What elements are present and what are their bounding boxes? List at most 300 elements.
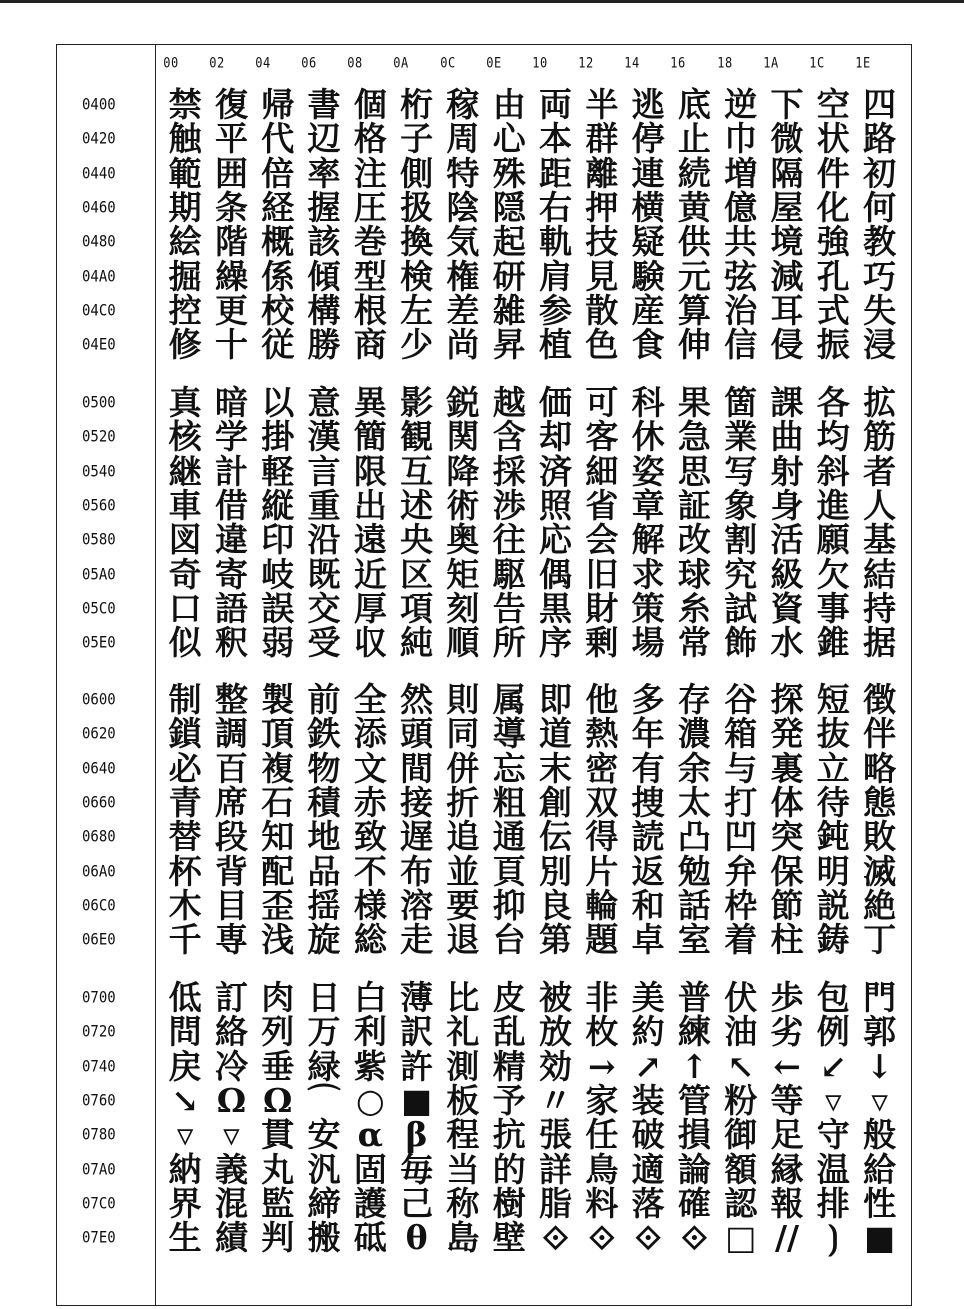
glyph-cell: 欠 [816,554,850,594]
glyph-cell: ■ [401,1080,433,1120]
glyph-cell: 注 [353,153,387,193]
glyph-row [162,1046,903,1086]
glyph-cell: 振 [816,325,850,365]
glyph-cell: 混 [214,1183,248,1223]
row-label: 0660 [82,793,116,813]
glyph-cell: ▿ [176,1115,194,1155]
glyph-cell: 輪 [585,885,619,925]
row-label: 04C0 [82,301,116,320]
glyph-cell: 即 [539,680,573,719]
glyph-cell: 弦 [724,256,758,296]
glyph-cell: 食 [631,325,665,365]
glyph-row [162,588,903,628]
glyph-row [162,680,903,719]
glyph-cell: 列 [261,1012,295,1052]
glyph-cell: 校 [261,290,295,330]
glyph-cell: 樹 [492,1183,526,1223]
glyph-cell: 額 [724,1149,758,1189]
glyph-cell: 要 [446,885,480,925]
column-header: 0C [440,54,456,72]
glyph-cell: 絵 [168,222,202,262]
glyph-cell: 掘 [168,256,202,296]
glyph-cell: 鈍 [816,817,850,857]
glyph-cell: 隔 [770,153,804,193]
glyph-cell: 緑 [307,1046,341,1086]
column-header: 1C [809,54,825,72]
glyph-cell: 側 [400,153,434,193]
glyph-cell: 据 [863,623,897,663]
row-label: 0700 [82,988,116,1008]
glyph-cell: 前 [307,680,341,719]
glyph-row [162,885,903,925]
row-label: 0600 [82,690,116,710]
glyph-cell: 積 [307,782,341,822]
glyph-cell: 赤 [353,782,387,822]
glyph-cell: 冷 [214,1046,248,1086]
glyph-row [162,554,903,594]
row-label: 06C0 [82,896,116,915]
glyph-cell: 験 [631,256,665,296]
glyph-cell: ↖ [726,1046,755,1086]
glyph-row [162,290,903,330]
glyph-cell: 由 [492,85,526,124]
glyph-cell: 枠 [724,885,758,925]
glyph-cell: 周 [446,119,480,159]
glyph-cell: 底 [677,85,711,124]
column-header: 14 [624,54,640,72]
glyph-cell: Ω [263,1080,293,1120]
glyph-cell: 明 [816,851,850,891]
glyph-cell: 退 [446,920,480,960]
glyph-cell: 義 [214,1149,248,1189]
glyph-cell: 伏 [724,978,758,1017]
glyph-cell: 間 [400,748,434,788]
glyph-cell: 敗 [863,817,897,857]
column-header: 12 [578,54,594,72]
glyph-cell: 車 [168,485,202,525]
glyph-cell: 桁 [400,85,434,124]
glyph-cell: 日 [307,978,341,1017]
glyph-cell: 全 [353,680,387,719]
glyph-cell: 構 [307,290,341,330]
glyph-cell: 供 [677,222,711,262]
glyph-cell: 調 [214,714,248,754]
glyph-cell: 密 [585,748,619,788]
glyph-cell: 矩 [446,554,480,594]
glyph-cell: 代 [261,119,295,159]
glyph-cell: 追 [446,817,480,857]
glyph-cell: 般 [863,1115,897,1155]
glyph-cell: 足 [770,1115,804,1155]
glyph-cell: 太 [677,782,711,822]
glyph-cell: 計 [214,451,248,491]
glyph-cell: 関 [446,417,480,457]
glyph-cell: 常 [677,623,711,663]
glyph-cell: 続 [677,153,711,193]
row-label: 0680 [82,827,116,847]
glyph-cell: 拡 [863,383,897,422]
row-label: 05E0 [82,633,116,653]
glyph-cell: 御 [724,1115,758,1155]
glyph-cell: 弱 [261,623,295,663]
glyph-cell: 杯 [168,851,202,891]
glyph-cell: 写 [724,451,758,491]
glyph-cell: 互 [400,451,434,491]
glyph-cell: ⟯ [827,1218,839,1258]
glyph-cell: 射 [770,451,804,491]
glyph-cell: 修 [168,325,202,365]
glyph-cell: 丸 [261,1149,295,1189]
glyph-cell: 壁 [492,1218,526,1258]
glyph-cell: 筋 [863,417,897,457]
glyph-cell: 出 [353,485,387,525]
glyph-cell: 態 [863,782,897,822]
glyph-cell: 管 [677,1080,711,1120]
glyph-cell: 背 [214,851,248,891]
glyph-row [162,417,903,457]
glyph-cell: 道 [539,714,573,754]
glyph-cell: 検 [400,256,434,296]
glyph-cell: 言 [307,451,341,491]
glyph-cell: 以 [261,383,295,422]
glyph-row [162,817,903,857]
glyph-cell: 型 [353,256,387,296]
glyph-cell: 横 [631,187,665,227]
glyph-cell: 歩 [770,978,804,1017]
glyph-cell: 交 [307,588,341,628]
glyph-cell: 権 [446,256,480,296]
glyph-row [162,1080,903,1120]
glyph-cell: 地 [307,817,341,857]
glyph-cell: 〃 [539,1080,573,1120]
glyph-cell: 化 [816,187,850,227]
glyph-cell: 件 [816,153,850,193]
glyph-cell: 箇 [724,383,758,422]
glyph-cell: 物 [307,748,341,788]
glyph-cell: 絶 [863,885,897,925]
glyph-cell: 糸 [677,588,711,628]
glyph-cell: 借 [214,485,248,525]
label-divider [155,44,156,1306]
glyph-cell: 勝 [307,325,341,365]
glyph-cell: 章 [631,485,665,525]
glyph-cell: 返 [631,851,665,891]
glyph-cell: 図 [168,520,202,560]
row-label: 0500 [82,393,116,413]
glyph-cell: 待 [816,782,850,822]
glyph-cell: 央 [400,520,434,560]
glyph-cell: 差 [446,290,480,330]
glyph-cell: 体 [770,782,804,822]
glyph-cell: 囲 [214,153,248,193]
glyph-cell: 節 [770,885,804,925]
glyph-cell: 得 [585,817,619,857]
glyph-cell: 解 [631,520,665,560]
glyph-row [162,485,903,525]
glyph-cell: 重 [307,485,341,525]
glyph-cell: 状 [816,119,850,159]
glyph-cell: 称 [446,1183,480,1223]
glyph-cell: 石 [261,782,295,822]
glyph-cell: 肩 [539,256,573,296]
glyph-cell: 術 [446,485,480,525]
glyph-cell: 非 [585,978,619,1017]
glyph-cell: 屋 [770,187,804,227]
glyph-cell: 装 [631,1080,665,1120]
glyph-cell: 鉄 [307,714,341,754]
glyph-cell: 億 [724,187,758,227]
glyph-cell: 進 [816,485,850,525]
glyph-cell: 急 [677,417,711,457]
glyph-cell: 軽 [261,451,295,491]
glyph-cell: 省 [585,485,619,525]
glyph-cell: 当 [446,1149,480,1189]
glyph-cell: 散 [585,290,619,330]
glyph-row [162,85,903,124]
glyph-cell: 口 [168,588,202,628]
glyph-cell: 科 [631,383,665,422]
glyph-cell: 黄 [677,187,711,227]
glyph-row [162,187,903,227]
glyph-cell: 思 [677,451,711,491]
glyph-cell: 真 [168,383,202,422]
glyph-cell: 発 [770,714,804,754]
glyph-cell: 式 [816,290,850,330]
glyph-cell: 孔 [816,256,850,296]
glyph-cell: 揺 [307,885,341,925]
glyph-cell: 粗 [492,782,526,822]
glyph-cell: 創 [539,782,573,822]
glyph-cell: 属 [492,680,526,719]
glyph-cell: 走 [400,920,434,960]
glyph-cell: 監 [261,1183,295,1223]
glyph-cell: 縁 [770,1149,804,1189]
glyph-row [162,1115,903,1155]
glyph-cell: 抑 [492,885,526,925]
glyph-cell: 導 [492,714,526,754]
glyph-cell: 読 [631,817,665,857]
glyph-cell: 級 [770,554,804,594]
glyph-cell: 各 [816,383,850,422]
glyph-cell: 認 [724,1183,758,1223]
glyph-cell: 礼 [446,1012,480,1052]
glyph-cell: 商 [353,325,387,365]
column-header: 16 [670,54,686,72]
top-rule [0,0,964,3]
glyph-cell: 折 [446,782,480,822]
glyph-cell: 柱 [770,920,804,960]
glyph-cell: 願 [816,520,850,560]
glyph-cell: 率 [307,153,341,193]
glyph-cell: 果 [677,383,711,422]
glyph-cell: 己 [400,1183,434,1223]
glyph-cell: 着 [724,920,758,960]
glyph-cell: 換 [400,222,434,262]
glyph-cell: 貫 [261,1115,295,1155]
glyph-cell: 良 [539,885,573,925]
glyph-cell: 告 [492,588,526,628]
glyph-cell: 第 [539,920,573,960]
glyph-cell: 降 [446,451,480,491]
glyph-cell: 岐 [261,554,295,594]
glyph-cell: 様 [353,885,387,925]
glyph-cell: 毎 [400,1149,434,1189]
glyph-cell: 信 [724,325,758,365]
glyph-cell: 黒 [539,588,573,628]
row-label: 0760 [82,1091,116,1111]
glyph-cell: 概 [261,222,295,262]
row-label: 0780 [82,1125,116,1145]
glyph-cell: 比 [446,978,480,1017]
glyph-row [162,451,903,491]
glyph-cell: 総 [353,920,387,960]
glyph-cell: 裏 [770,748,804,788]
glyph-cell: 微 [770,119,804,159]
glyph-cell: 劣 [770,1012,804,1052]
glyph-cell: 寄 [214,554,248,594]
glyph-cell: 掛 [261,417,295,457]
glyph-cell: 則 [446,680,480,719]
row-label: 0580 [82,530,116,550]
glyph-cell: 家 [585,1080,619,1120]
glyph-cell: ← [773,1046,801,1086]
glyph-cell: 技 [585,222,619,262]
glyph-cell: 少 [400,325,434,365]
glyph-cell: 違 [214,520,248,560]
glyph-cell: 戻 [168,1046,202,1086]
glyph-cell: 頂 [261,714,295,754]
glyph-cell: 旧 [585,554,619,594]
row-label: 07A0 [82,1160,116,1179]
glyph-cell: 根 [353,290,387,330]
glyph-cell: 安 [307,1115,341,1155]
glyph-cell: 倍 [261,153,295,193]
glyph-cell: 影 [400,383,434,422]
glyph-cell: 判 [261,1218,295,1258]
glyph-cell: 室 [677,920,711,960]
glyph-cell: 巾 [724,119,758,159]
glyph-cell: 誤 [261,588,295,628]
glyph-cell: 触 [168,119,202,159]
glyph-cell: 序 [539,623,573,663]
glyph-cell: 併 [446,748,480,788]
glyph-cell: 期 [168,187,202,227]
glyph-cell: 侵 [770,325,804,365]
glyph-cell: 頁 [492,851,526,891]
row-label: 04E0 [82,335,116,355]
row-label: 0720 [82,1023,116,1042]
glyph-cell: 逆 [724,85,758,124]
glyph-cell: 普 [677,978,711,1017]
glyph-cell: 簡 [353,417,387,457]
glyph-row [162,153,903,193]
glyph-cell: 業 [724,417,758,457]
glyph-cell: ■ [864,1218,896,1258]
row-label: 07E0 [82,1228,116,1248]
glyph-cell: 客 [585,417,619,457]
glyph-cell: ↙ [819,1046,848,1086]
glyph-cell: 性 [863,1183,897,1223]
glyph-cell: 立 [816,748,850,788]
glyph-cell: 突 [770,817,804,857]
glyph-cell: 人 [863,485,897,525]
glyph-cell: 低 [168,978,202,1017]
glyph-cell: 禁 [168,85,202,124]
glyph-cell: 問 [168,1012,202,1052]
glyph-cell: 算 [677,290,711,330]
glyph-cell: 添 [353,714,387,754]
row-label: 04A0 [82,267,116,286]
glyph-cell: 区 [400,554,434,594]
glyph-cell: 目 [214,885,248,925]
glyph-cell: 鳥 [585,1149,619,1189]
glyph-cell: 台 [492,920,526,960]
glyph-cell: 限 [353,451,387,491]
glyph-cell: 話 [677,885,711,925]
glyph-cell: 丁 [863,920,897,960]
glyph-cell: 事 [816,588,850,628]
glyph-cell: 整 [214,680,248,719]
glyph-cell: 題 [585,920,619,960]
glyph-cell: 例 [816,1012,850,1052]
glyph-cell: 渉 [492,485,526,525]
glyph-cell: 課 [770,383,804,422]
glyph-cell: 忘 [492,748,526,788]
glyph-cell: 剰 [585,623,619,663]
glyph-cell: 存 [677,680,711,719]
glyph-cell: 複 [261,748,295,788]
glyph-cell: 末 [539,748,573,788]
glyph-cell: 和 [631,885,665,925]
glyph-cell: 結 [863,554,897,594]
glyph-cell: 料 [585,1183,619,1223]
glyph-cell: ▿ [825,1080,842,1120]
row-label: 0400 [82,95,116,115]
glyph-cell: 往 [492,520,526,560]
glyph-cell: 色 [585,325,619,365]
glyph-cell: 受 [307,623,341,663]
glyph-cell: 半 [585,85,619,124]
glyph-cell: 路 [863,119,897,159]
glyph-cell: 双 [585,782,619,822]
glyph-cell: 搬 [307,1218,341,1258]
glyph-cell: 語 [214,588,248,628]
glyph-cell: 意 [307,383,341,422]
glyph-cell: → [587,1046,616,1086]
glyph-cell: 伝 [539,817,573,857]
glyph-cell: 稼 [446,85,480,124]
glyph-cell: 有 [631,748,665,788]
glyph-cell: 配 [261,851,295,891]
row-label: 0620 [82,725,116,744]
glyph-cell: 精 [492,1046,526,1086]
glyph-cell: 照 [539,485,573,525]
glyph-row [162,978,903,1017]
glyph-cell: 確 [677,1183,711,1223]
glyph-cell: 資 [770,588,804,628]
glyph-cell: ⟐ [635,1218,662,1258]
glyph-cell: 球 [677,554,711,594]
glyph-cell: 護 [353,1183,387,1223]
glyph-cell: 枚 [585,1012,619,1052]
glyph-row [162,748,903,788]
row-label: 0440 [82,164,116,183]
glyph-cell: 紫 [353,1046,387,1086]
glyph-cell: 伴 [863,714,897,754]
glyph-cell: 印 [261,520,295,560]
glyph-cell: 共 [724,222,758,262]
row-label: 0420 [82,130,116,149]
